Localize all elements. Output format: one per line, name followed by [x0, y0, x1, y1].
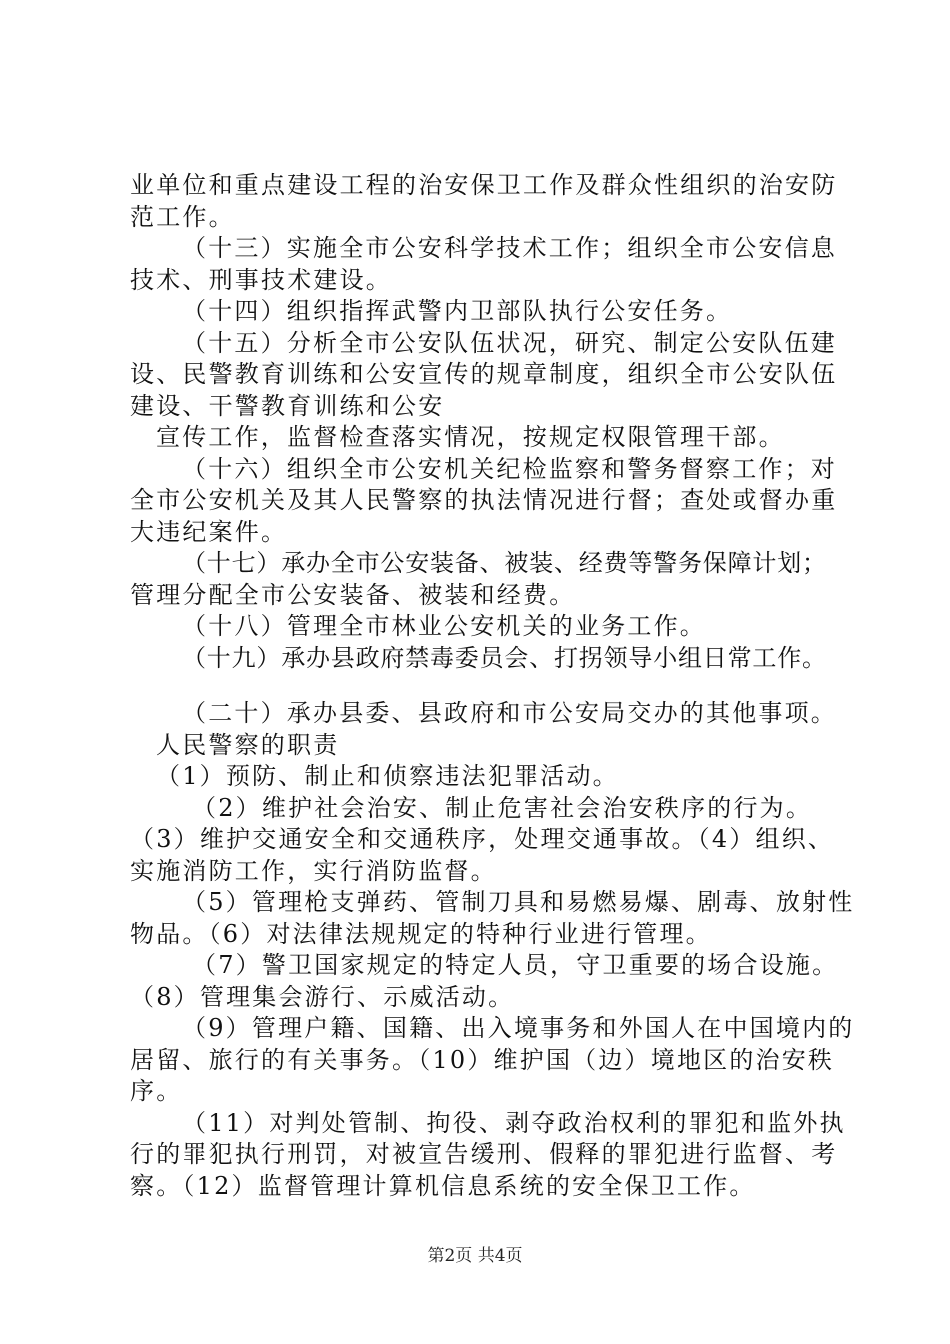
- text-line: 宣传工作，监督检查落实情况，按规定权限管理干部。: [156, 423, 785, 451]
- text-line: （十四）组织指挥武警内卫部队执行公安任务。: [182, 297, 733, 325]
- text-line: （7）警卫国家规定的特定人员，守卫重要的场合设施。: [192, 951, 839, 979]
- text-line: 技术、刑事技术建设。: [130, 265, 392, 294]
- text-line: （十九）承办县政府禁毒委员会、打拐领导小组日常工作。: [182, 643, 827, 672]
- text-line: （11）对判处管制、拘役、剥夺政治权利的罪犯和监外执: [182, 1108, 846, 1137]
- paragraph-gap: [130, 674, 840, 698]
- text-line: 大违纪案件。: [130, 517, 288, 546]
- page-footer: 第2页 共4页: [427, 1246, 523, 1266]
- text-line: 行的罪犯执行刑罚，对被宣告缓刑、假释的罪犯进行监督、考: [130, 1140, 838, 1168]
- text-line: 范工作。: [130, 202, 235, 231]
- text-line: （二十）承办县委、县政府和市公安局交办的其他事项。: [182, 699, 837, 727]
- text-line: 人民警察的职责: [156, 730, 340, 759]
- text-line: 建设、干警教育训练和公安: [130, 391, 445, 420]
- text-line: （十六）组织全市公安机关纪检监察和警务督察工作；对: [182, 454, 837, 483]
- text-line: （8）管理集会游行、示威活动。: [130, 982, 515, 1011]
- text-line: 全市公安机关及其人民警察的执法情况进行督；查处或督办重: [130, 486, 838, 514]
- text-line: 物品。（6）对法律法规规定的特种行业进行管理。: [130, 919, 712, 948]
- text-line: 序。: [130, 1077, 183, 1105]
- text-line: 管理分配全市公安装备、被装和经费。: [130, 580, 576, 609]
- text-line: 居留、旅行的有关事务。（10）维护国（边）境地区的治安秩: [130, 1045, 835, 1074]
- text-line: 实施消防工作，实行消防监督。: [130, 856, 497, 885]
- text-line: （十五）分析全市公安队伍状况，研究、制定公安队伍建: [182, 328, 837, 357]
- text-line: （2）维护社会治安、制止危害社会治安秩序的行为。: [192, 793, 813, 822]
- text-line: （十七）承办全市公安装备、被装、经费等警务保障计划；: [182, 549, 827, 577]
- text-line: （3）维护交通安全和交通秩序，处理交通事故。（4）组织、: [130, 825, 835, 853]
- text-line: 业单位和重点建设工程的治安保卫工作及群众性组织的治安防: [130, 171, 838, 199]
- text-line: （十三）实施全市公安科学技术工作；组织全市公安信息: [182, 234, 837, 262]
- text-line: （5）管理枪支弹药、管制刀具和易燃易爆、剧毒、放射性: [182, 888, 855, 916]
- text-line: （1）预防、制止和侦察违法犯罪活动。: [156, 762, 619, 790]
- text-line: 察。（12）监督管理计算机信息系统的安全保卫工作。: [130, 1171, 756, 1200]
- text-line: （十八）管理全市林业公安机关的业务工作。: [182, 612, 706, 640]
- document-body: [130, 170, 855, 1202]
- text-line: 设、民警教育训练和公安宣传的规章制度，组织全市公安队伍: [130, 360, 838, 388]
- text-line: （9）管理户籍、国籍、出入境事务和外国人在中国境内的: [182, 1014, 855, 1042]
